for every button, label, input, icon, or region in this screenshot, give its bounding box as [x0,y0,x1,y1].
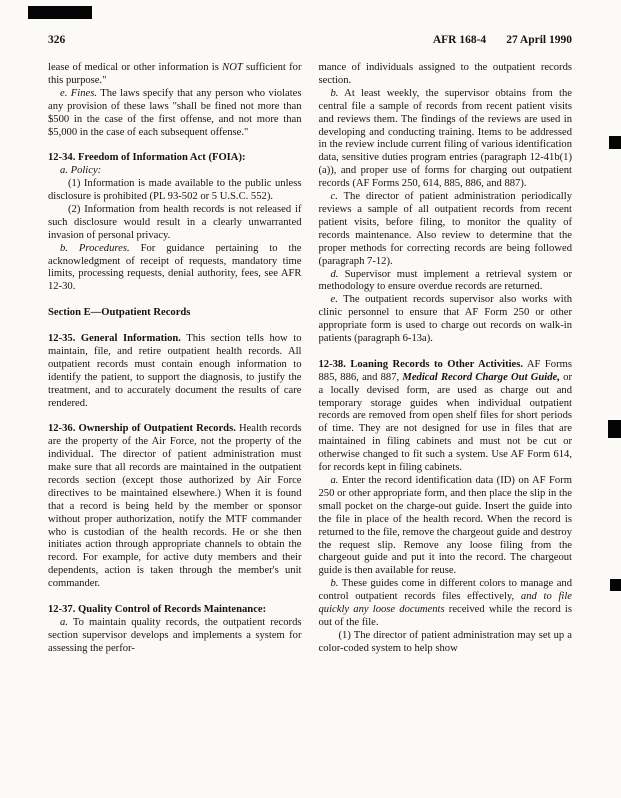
paragraph: e. The outpatient records supervisor also works with clinic personnel to ensure that AF Form 250 or other appropriate form is used to charge out records on walk-in patients (paragraph 6-13a). [318,294,572,345]
numbered-heading: 12-37. Quality Control of Records Maintenance: [48,603,267,615]
left-column [48,62,302,656]
paragraph: b. These guides come in different colors to manage and control outpatient records files effectively, and to file quickly any loose documents received while the record is out of the file. [318,578,572,628]
paragraph: (1) The director of patient administration may set up a color-coded system to help show [318,629,572,654]
paragraph: a. To maintain quality records, the outpatient records section supervisor develops and implements a system for assessing the perfor- [48,616,302,654]
scan-artifact [609,136,621,149]
paragraph: lease of medical or other information is NOT sufficient for this purpose." [48,62,302,86]
page-number: 326 [48,34,66,46]
paragraph: (2) Information from health records is not released if such disclosure would result in a clearly unwarranted invasion of personal privacy. [48,203,302,241]
header-right [433,34,572,46]
numbered-heading: 12-34. Freedom of Information Act (FOIA): [48,152,246,164]
regulation-number: AFR 168-4 [432,34,487,46]
paragraph: mance of individuals assigned to the outpatient records section. [318,62,572,86]
paragraph: b. Procedures. For guidance pertaining to the acknowledgment of receipt of requests, mandatory time limits, processing requests, denial authority, fees, see AFR 12-30. [48,242,302,293]
publication-date: 27 April 1990 [506,34,572,46]
paragraph: (1) Information is made available to the public unless disclosure is prohibited (PL 93-502 or 5 U.S.C. 552). [48,178,302,203]
paragraph: 12-36. Ownership of Outpatient Records. Health records are the property of the Air Force, not the property of the individual. The director of patient administration must make sure that all records are maintained in the outpatient records section (except those authorized by Air Force directives to be maintained elsewhere.) When it is found that a record is being held by the member or sponsor without proper authorization, notify the MTF commander who is custodian of the health records. He or she then initiates action through appropriate channels to obtain the record. For example, for active duty members and their dependents, action is taken through the member's unit commander. [48,423,302,590]
paragraph: e. Fines. The laws specify that any person who violates any provision of these laws "shall be fined not more than $500 in the case of the first offense, and not more than $5,000 in the case of each subsequent offense." [48,87,302,138]
paragraph: 12-35. General Information. This section tells how to maintain, file, and retire outpatient health records. All outpatient records must contain enough information to identify the patient, to support the diagnosis, to justify the treatment, and to accurately document the results of care rendered. [48,332,302,409]
page-header [48,34,572,46]
page-content [48,62,572,656]
scan-artifact [610,579,621,591]
paragraph: a. Policy: [60,165,102,177]
paragraph: c. The director of patient administration periodically reviews a sample of all outpatient records from recent patient visits, before filing, to monitor the quality of records maintenance. Also review to determine that the proper methods for correcting records are being followed (paragraph 7-12). [318,191,572,267]
paragraph: b. At least weekly, the supervisor obtains from the central file a sample of records from recent patient visits and reviews them. The findings of the reviews are used in developing and conducting training. Items to be addressed in the review include current filing of various identification data, sensitive duties program entries (paragraph 12-41b(1)(a)), and proper use of forms for charging out outpatient records (AF Forms 250, 614, 885, 886, and 887). [318,87,572,190]
paragraph: 12-38. Loaning Records to Other Activities. AF Forms 885, 886, and 887, Medical Record Charge Out Guide, or a locally devised form, are used as charge out and temporary storage guides when individual outpatient records are removed from open shelf files for short periods of time. They are not designed for use in files that are maintained in filing cabinets and must not be cut or otherwise changed to fit such a system. Use AF Form 614, for records kept in filing cabinets. [318,358,572,474]
section-heading: Section E—Outpatient Records [48,307,191,319]
scan-artifact [28,6,92,19]
paragraph: a. Enter the record identification data (ID) on AF Form 250 or other appropriate form, and then place the slip in the small pocket on the charge-out guide. Insert the guide into the file in place of the health record. When the record is returned to the file, remove the chargeout guide and destroy the request slip. Remove any loose filing from the chargeout guide and put it into the record. The chargeout guide is then available for reuse. [318,474,572,577]
scan-artifact [608,420,621,438]
paragraph: d. Supervisor must implement a retrieval system or methodology to ensure overdue records are returned. [318,268,572,293]
right-column [319,62,573,656]
